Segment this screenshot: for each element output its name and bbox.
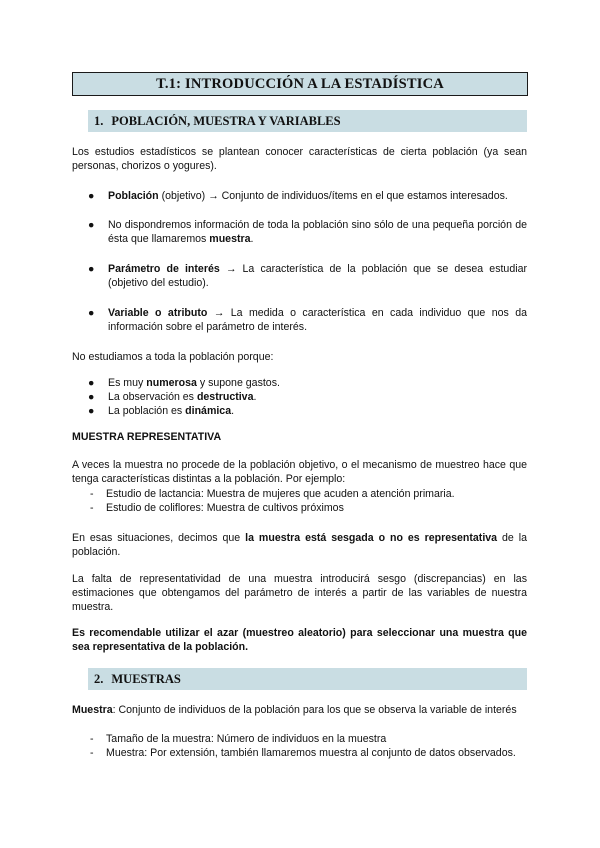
section-2-item: [88, 732, 527, 746]
section-1-heading: [88, 110, 527, 132]
biased-term: la muestra está sesgada o no es representativa: [245, 532, 498, 544]
why-item: [88, 390, 527, 404]
why-item-text: La observación es: [108, 391, 197, 403]
section-2-item: [88, 746, 527, 760]
dash-icon: -: [90, 747, 94, 759]
bullet-term: Parámetro de interés: [108, 263, 220, 275]
why-item-end: .: [253, 391, 257, 403]
definition-text: : Conjunto de individuos de la población para los que se observa la variable de interés: [112, 704, 517, 716]
bullet-dot-icon: ●: [88, 219, 95, 231]
example-text: Estudio de lactancia: Muestra de mujeres que acuden a atención primaria.: [106, 488, 455, 500]
bullet-muestra: [88, 218, 527, 246]
why-item-end: y supone gastos.: [196, 377, 280, 389]
why-item-end: .: [231, 405, 235, 417]
bullet-dot-icon: ●: [88, 391, 95, 403]
bullet-dot-icon: ●: [88, 377, 95, 389]
why-item: [88, 404, 527, 418]
bullet-text: (objetivo) → Conjunto de individuos/ítems en el que estamos interesados.: [158, 190, 508, 202]
why-item-term: dinámica: [185, 405, 232, 417]
example-item: [88, 487, 527, 501]
why-item-term: destructiva: [196, 391, 254, 403]
section-1-number: 1.: [94, 114, 104, 128]
muestra-definition: [72, 703, 527, 717]
definition-term: Muestra: [72, 704, 113, 716]
bullet-poblacion: [88, 189, 527, 203]
section-1-intro: Los estudios estadísticos se plantean conocer características de cierta población (ya sean personas, chorizos o yogures).: [72, 146, 527, 173]
section-2-title: MUESTRAS: [111, 672, 181, 686]
bullet-term: Variable o atributo: [108, 307, 208, 319]
section-2-number: 2.: [94, 672, 104, 686]
representative-text: A veces la muestra no procede de la población objetivo, o el mecanismo de muestreo hace que tenga características distintas a la población. Por ejemplo:: [72, 459, 527, 486]
bullet-dot-icon: ●: [88, 263, 95, 275]
lack-paragraph: La falta de representatividad de una muestra introducirá sesgo (discrepancias) en las estimaciones que obtengamos del parámetro de interés a partir de las variables de nuestra muestra.: [72, 573, 527, 614]
why-item-term: numerosa: [146, 377, 197, 389]
bullet-parametro: [88, 262, 527, 290]
dash-icon: -: [90, 488, 94, 500]
bullet-dot-icon: ●: [88, 190, 95, 202]
example-text: Estudio de coliflores: Muestra de cultivos próximos: [106, 502, 344, 514]
example-item: [88, 501, 527, 515]
section-2-heading: [88, 668, 527, 690]
biased-text: En esas situaciones, decimos que: [72, 532, 246, 544]
bullet-dot-icon: ●: [88, 307, 95, 319]
document-title: T.1: INTRODUCCIÓN A LA ESTADÍSTICA: [72, 72, 528, 96]
bullet-dot-icon: ●: [88, 405, 95, 417]
bullet-variable: [88, 306, 527, 334]
why-item: [88, 376, 527, 390]
bullet-term: Población: [108, 190, 159, 202]
biased-paragraph: [72, 531, 527, 559]
recommendation-paragraph: Es recomendable utilizar el azar (muestreo aleatorio) para seleccionar una muestra que sea representativa de la población.: [72, 627, 527, 654]
bullet-text-end: .: [250, 233, 254, 246]
why-item-text: La población es: [108, 405, 186, 417]
dash-icon: -: [90, 502, 94, 514]
section-1-title: POBLACIÓN, MUESTRA Y VARIABLES: [111, 114, 341, 128]
dash-icon: -: [90, 733, 94, 745]
section-2-item-text: Muestra: Por extensión, también llamaremos muestra al conjunto de datos observados.: [106, 747, 516, 759]
bullet-text: → La característica de la población que se desea estudiar (objetivo del estudio).: [108, 263, 527, 290]
bullet-text: No dispondremos información de toda la población sino sólo de una pequeña porción de ésta que llamaremos: [108, 219, 527, 246]
section-2-item-text: Tamaño de la muestra: Número de individuos en la muestra: [106, 733, 387, 745]
why-item-text: Es muy: [108, 377, 147, 389]
representative-heading: MUESTRA REPRESENTATIVA: [72, 431, 222, 443]
bullet-text: → La medida o característica en cada individuo que nos da información sobre el parámetro de interés.: [108, 307, 527, 334]
bullet-term: muestra: [209, 233, 251, 246]
biased-end: de la población.: [72, 532, 527, 559]
why-intro: No estudiamos a toda la población porque:: [72, 351, 274, 363]
